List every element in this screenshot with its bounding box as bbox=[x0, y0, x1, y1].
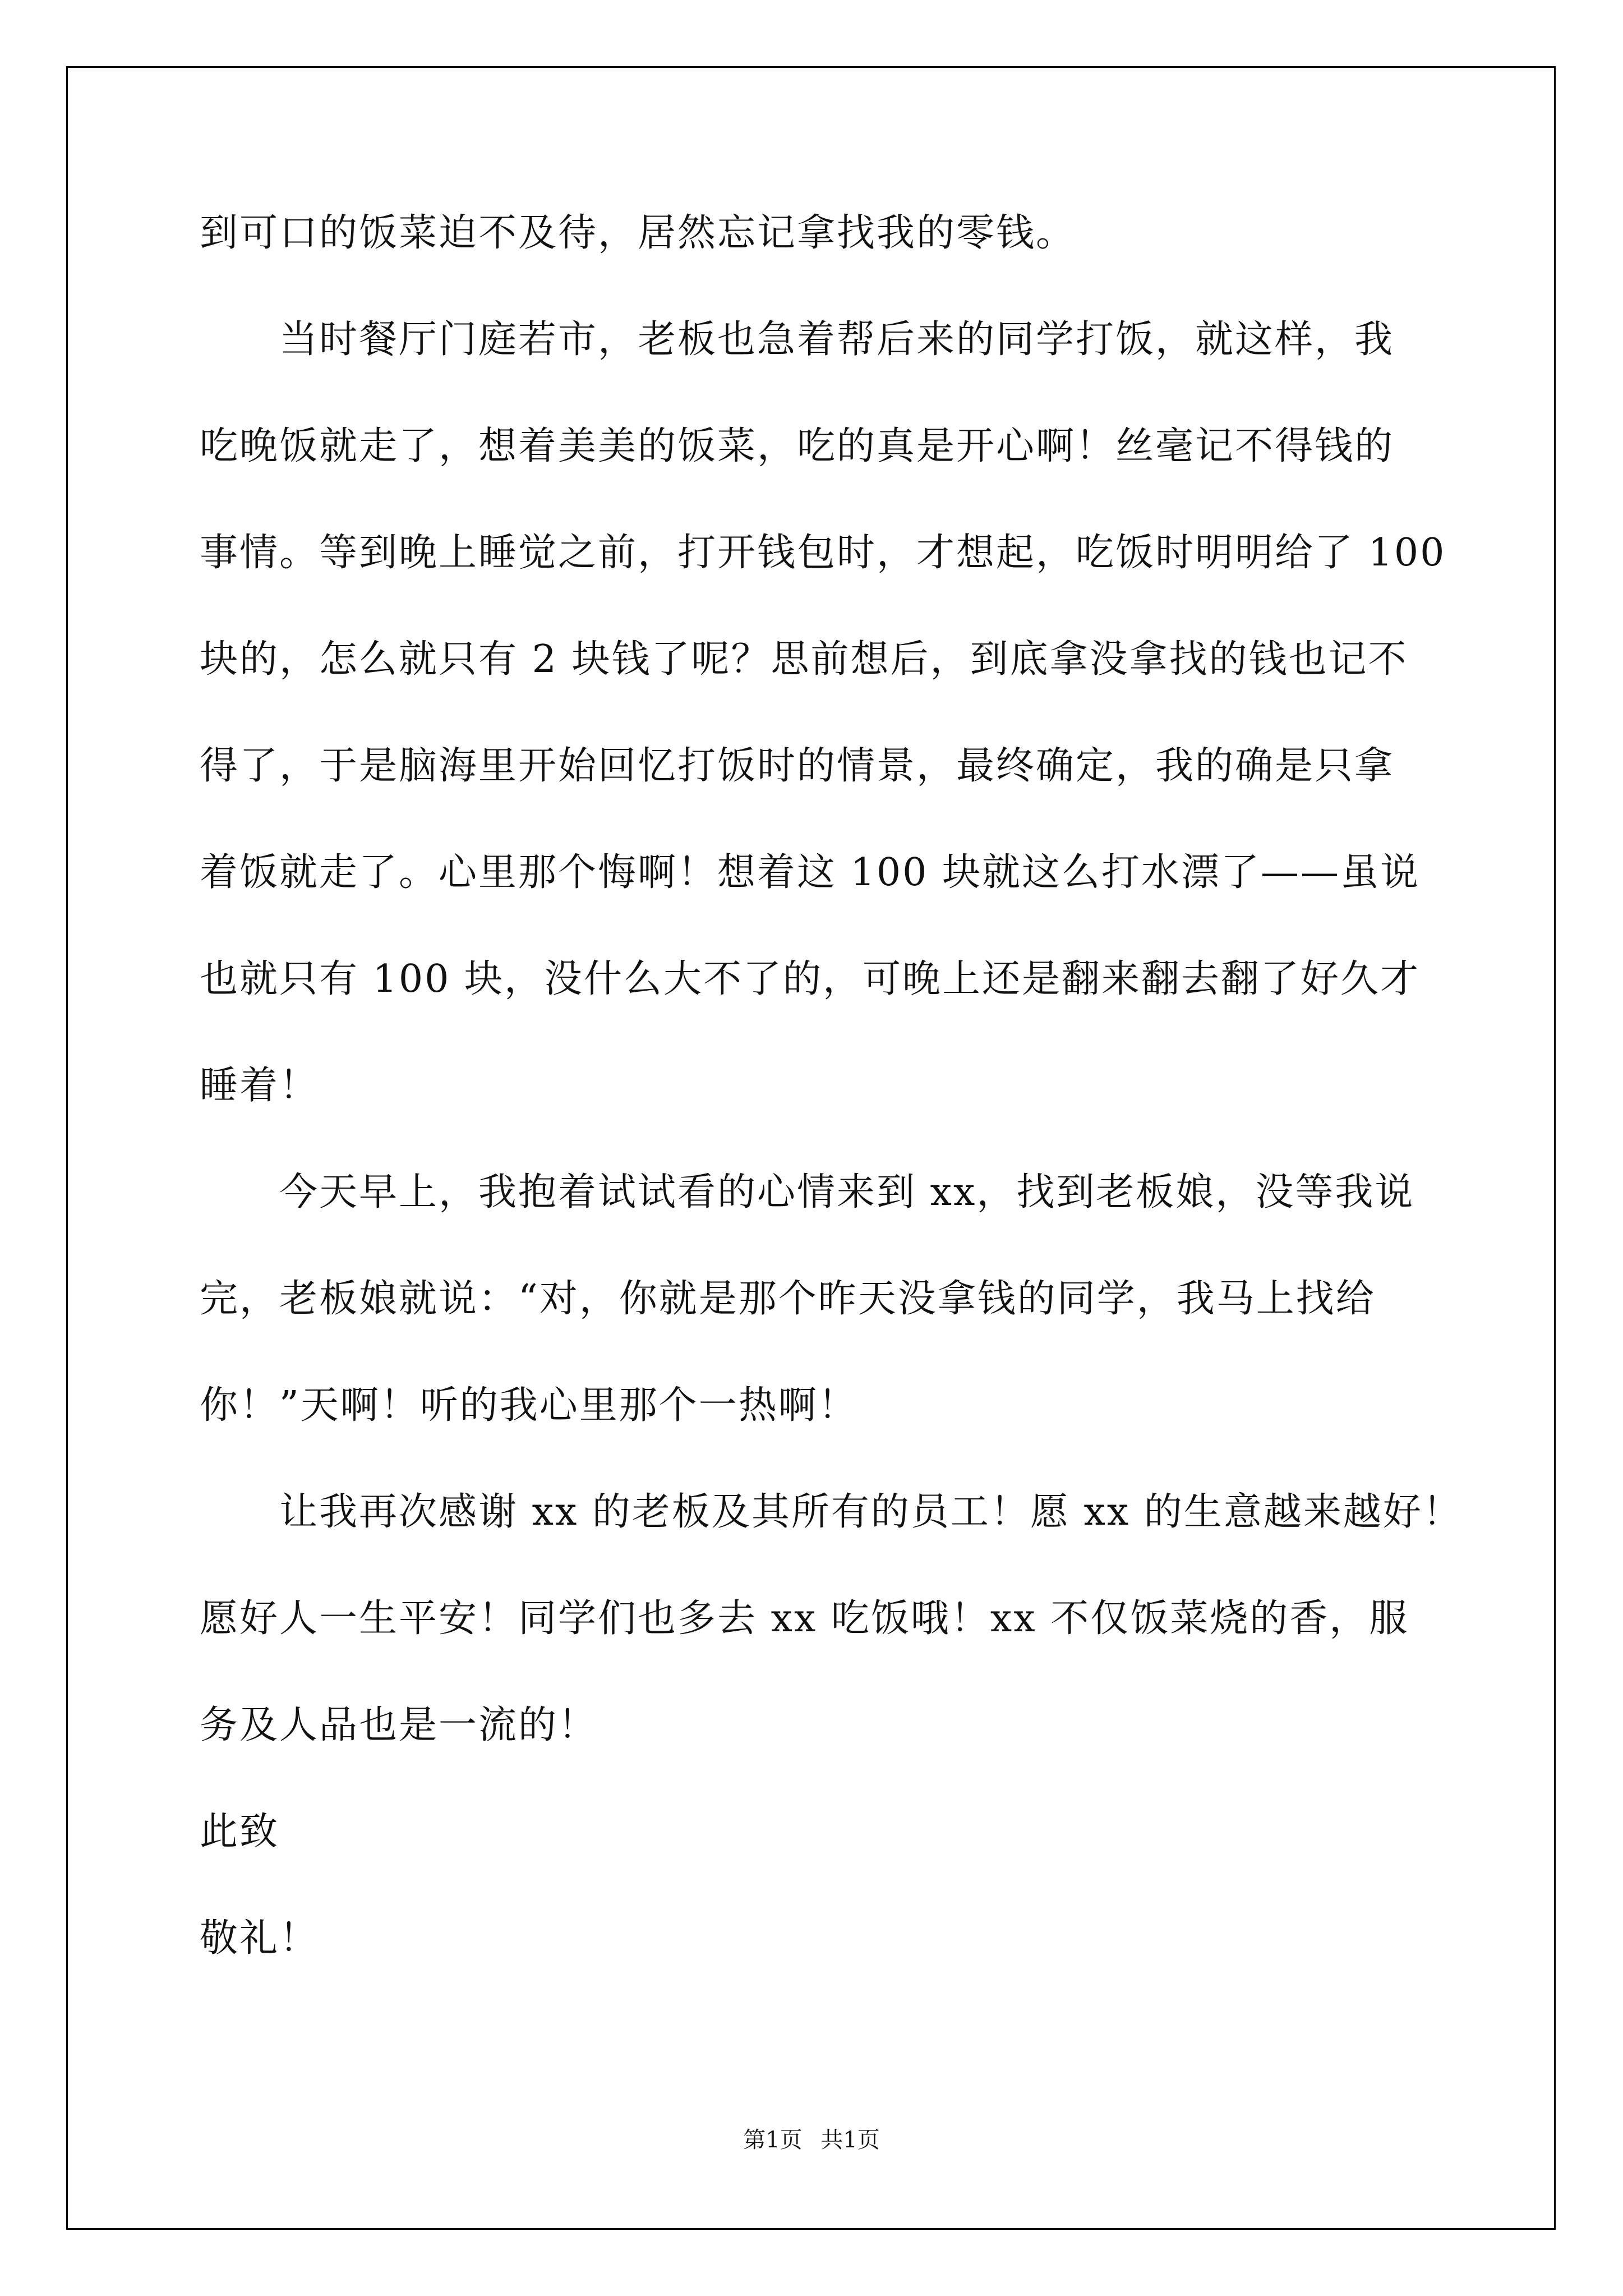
text-line: 当时餐厅门庭若市，老板也急着帮后来的同学打饭，就这样，我 bbox=[200, 318, 1395, 362]
text-line: 着饭就走了。心里那个悔啊！想着这 100 块就这么打水漂了——虽说 bbox=[200, 850, 1421, 895]
text-line: 今天早上，我抱着试试看的心情来到 xx，找到老板娘，没等我说 bbox=[200, 1170, 1415, 1214]
text-line: 务及人品也是一流的！ bbox=[200, 1703, 598, 1747]
text-line: 块的，怎么就只有 2 块钱了呢？思前想后，到底拿没拿找的钱也记不 bbox=[200, 637, 1408, 682]
text-line: 完，老板娘就说：“对，你就是那个昨天没拿钱的同学，我马上找给 bbox=[200, 1277, 1376, 1321]
text-line: 也就只有 100 块，没什么大不了的，可晚上还是翻来翻去翻了好久才 bbox=[200, 957, 1421, 1001]
page-total: 共1页 bbox=[820, 2127, 880, 2153]
text-line: 你！”天啊！听的我心里那个一热啊！ bbox=[200, 1383, 858, 1428]
page-number: 第1页 bbox=[743, 2127, 803, 2153]
salutation-line: 敬礼！ bbox=[200, 1916, 320, 1961]
text-line: 让我再次感谢 xx 的老板及其所有的员工！愿 xx 的生意越来越好！ bbox=[200, 1490, 1463, 1534]
text-line: 睡着！ bbox=[200, 1064, 320, 1108]
text-line: 吃晚饭就走了，想着美美的饭菜，吃的真是开心啊！丝毫记不得钱的 bbox=[200, 424, 1395, 468]
text-line: 愿好人一生平安！同学们也多去 xx 吃饭哦！xx 不仅饭菜烧的香，服 bbox=[200, 1596, 1409, 1641]
page-footer bbox=[0, 2126, 1623, 2154]
text-line: 到可口的饭菜迫不及待，居然忘记拿找我的零钱。 bbox=[200, 211, 1076, 255]
page-border bbox=[66, 66, 1556, 2230]
closing-line: 此致 bbox=[200, 1810, 280, 1854]
text-line: 得了，于是脑海里开始回忆打饭时的情景，最终确定，我的确是只拿 bbox=[200, 744, 1395, 788]
text-line: 事情。等到晚上睡觉之前，打开钱包时，才想起，吃饭时明明给了 100 bbox=[200, 531, 1446, 575]
